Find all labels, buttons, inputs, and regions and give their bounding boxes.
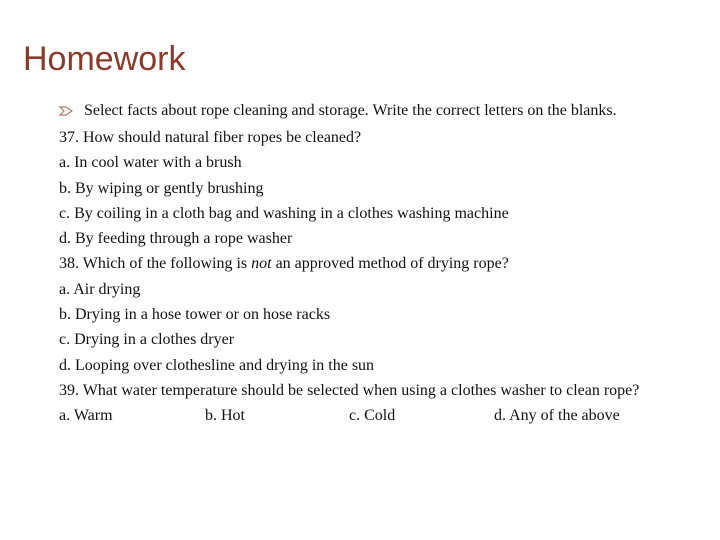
q38-option-b: b. Drying in a hose tower or on hose racks [59,306,331,324]
slide-title: Homework [23,40,186,78]
q37-option-b: b. By wiping or gently brushing [59,179,264,197]
q39-options-row [59,403,699,428]
slide-content [59,100,699,428]
q38-option-c: c. Drying in a clothes dryer [59,331,235,349]
question-37: 37. How should natural fiber ropes be cleaned? [59,129,362,146]
q39-option-c: c. Cold [349,406,396,424]
intro-text: Select facts about rope cleaning and storage. Write the correct letters on the blanks. [84,102,617,119]
q38-option-a: a. Air drying [59,280,141,298]
q39-option-a: a. Warm [59,406,113,424]
q38-option-d: d. Looping over clothesline and drying in the sun [59,356,375,374]
question-38 [59,251,699,276]
q39-option-b: b. Hot [205,406,245,424]
q38-emphasis: not [251,255,272,273]
intro-paragraph [59,100,699,121]
q39-option-d: d. Any of the above [494,406,620,424]
q37-option-c: c. By coiling in a cloth bag and washing in a clothes washing machine [59,204,509,222]
q37-option-d: d. By feeding through a rope washer [59,230,293,248]
q37-option-a: a. In cool water with a brush [59,154,242,172]
bullet-icon [59,105,75,117]
q38-text-before: 38. Which of the following is [59,255,252,273]
q38-text-after: an approved method of drying rope? [271,255,509,273]
question-39: 39. What water temperature should be selected when using a clothes washer to clean rope? [59,381,640,399]
